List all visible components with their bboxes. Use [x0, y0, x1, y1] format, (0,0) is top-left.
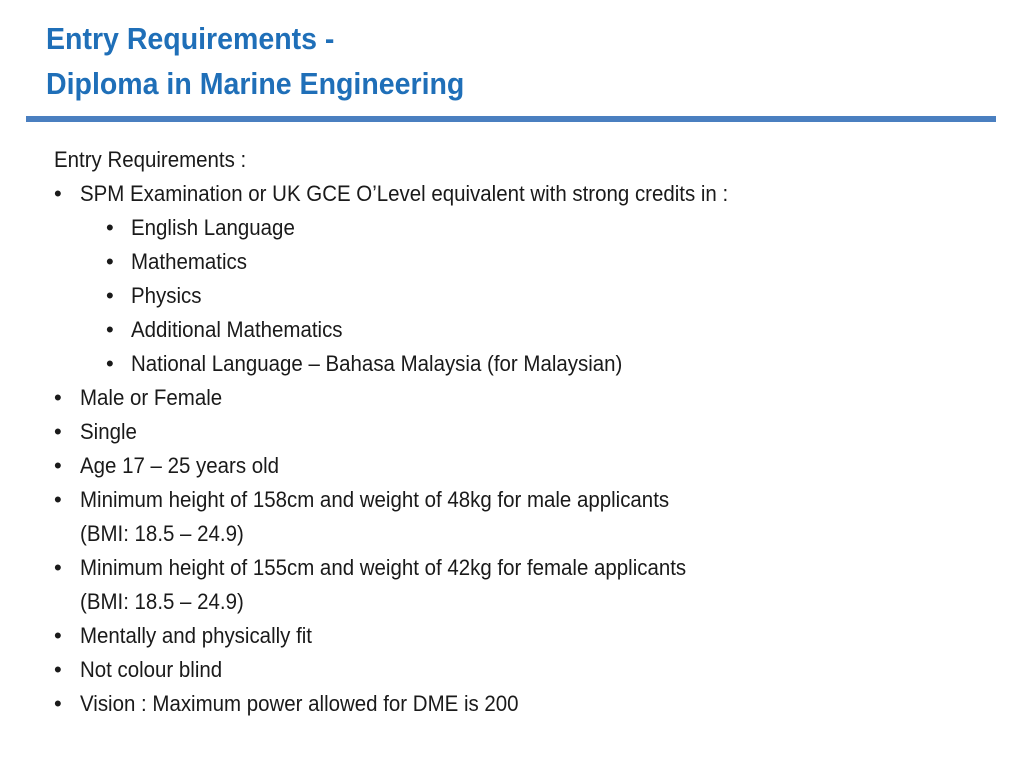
list-item-spm	[54, 177, 994, 211]
subject-item-physics	[54, 279, 994, 313]
title-divider	[26, 116, 996, 122]
heading-text: Entry Requirements :	[54, 147, 247, 172]
item-text: Single	[80, 419, 137, 444]
bullet-icon: •	[54, 487, 62, 512]
subject-item-mathematics	[54, 245, 994, 279]
list-item-vision	[54, 687, 994, 721]
list-item-female-height	[54, 551, 994, 585]
list-item-female-bmi	[54, 585, 994, 619]
subject-text: Mathematics	[131, 249, 247, 274]
list-item-fitness	[54, 619, 994, 653]
bullet-icon: •	[106, 351, 114, 376]
bullet-icon: •	[54, 419, 62, 444]
bullet-icon: •	[54, 453, 62, 478]
item-text: Not colour blind	[80, 657, 223, 682]
list-item-colour-blind	[54, 653, 994, 687]
item-text: Minimum height of 155cm and weight of 42kg for female applicants	[80, 555, 687, 580]
item-text: Male or Female	[80, 385, 223, 410]
list-item-single	[54, 415, 994, 449]
subject-text: Additional Mathematics	[131, 317, 343, 342]
list-item-male-bmi	[54, 517, 994, 551]
bullet-icon: •	[106, 317, 114, 342]
item-text: Vision : Maximum power allowed for DME is 200	[80, 691, 519, 716]
item-text: Age 17 – 25 years old	[80, 453, 280, 478]
subject-item-additional-mathematics	[54, 313, 994, 347]
list-item-age	[54, 449, 994, 483]
subject-item-english	[54, 211, 994, 245]
subject-text: Physics	[131, 283, 202, 308]
bullet-icon: •	[54, 623, 62, 648]
list-item-male-height	[54, 483, 994, 517]
slide-title	[46, 16, 986, 106]
requirements-list	[54, 143, 994, 721]
item-text-continued: (BMI: 18.5 – 24.9)	[80, 589, 244, 614]
item-text: SPM Examination or UK GCE O’Level equivalent with strong credits in :	[80, 181, 729, 206]
item-text: Minimum height of 158cm and weight of 48kg for male applicants	[80, 487, 670, 512]
bullet-icon: •	[54, 657, 62, 682]
bullet-icon: •	[106, 215, 114, 240]
bullet-icon: •	[54, 181, 62, 206]
list-item-gender	[54, 381, 994, 415]
subject-text: English Language	[131, 215, 295, 240]
item-text: Mentally and physically fit	[80, 623, 312, 648]
title-line-1: Entry Requirements -	[46, 21, 335, 56]
list-heading	[54, 143, 994, 177]
bullet-icon: •	[54, 385, 62, 410]
subject-item-national-language	[54, 347, 994, 381]
title-line-2: Diploma in Marine Engineering	[46, 66, 465, 101]
bullet-icon: •	[54, 691, 62, 716]
bullet-icon: •	[106, 283, 114, 308]
subject-text: National Language – Bahasa Malaysia (for Malaysian)	[131, 351, 623, 376]
bullet-icon: •	[106, 249, 114, 274]
bullet-icon: •	[54, 555, 62, 580]
item-text-continued: (BMI: 18.5 – 24.9)	[80, 521, 244, 546]
